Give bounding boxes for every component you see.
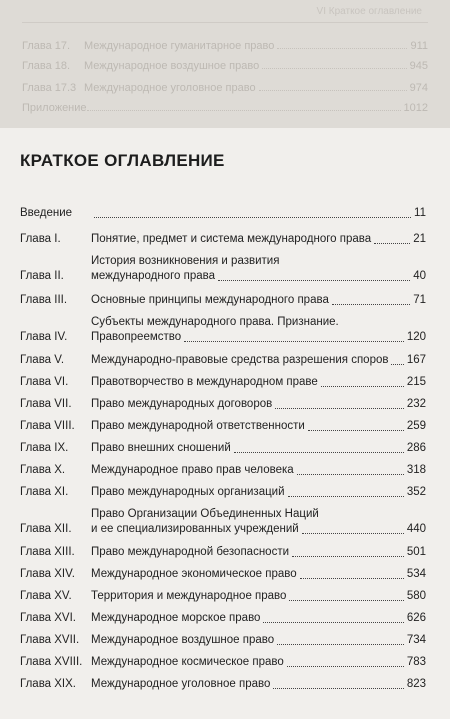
dot-leader	[289, 600, 403, 601]
toc-entry	[20, 589, 426, 604]
page-number: 734	[406, 634, 426, 646]
dot-leader	[94, 217, 411, 218]
running-header: VI Краткое оглавление	[316, 6, 422, 17]
chapter-title: Международное уголовное право	[91, 678, 271, 690]
previous-line-text: Международное воздушное право	[84, 60, 260, 72]
chapter-label: Глава XII.	[20, 523, 72, 535]
chapter-label: Глава XV.	[20, 590, 72, 602]
previous-page-line	[22, 100, 428, 114]
chapter-title: Международное космическое право	[91, 656, 284, 668]
page-number: 580	[406, 590, 426, 602]
chapter-label: Глава XI.	[20, 486, 69, 498]
dot-leader	[184, 341, 404, 342]
dot-leader	[277, 644, 404, 645]
chapter-title: Право международной безопасности	[91, 546, 290, 558]
dot-leader	[308, 430, 404, 431]
dot-leader	[391, 364, 403, 365]
previous-page-line	[22, 58, 428, 72]
chapter-title: Международное морское право	[91, 612, 261, 624]
chapter-label: Глава IV.	[20, 331, 68, 343]
page-number: 259	[406, 420, 426, 432]
dot-leader	[288, 496, 404, 497]
dot-leader	[273, 688, 403, 689]
page-number: 440	[406, 523, 426, 535]
chapter-label: Глава V.	[20, 354, 65, 366]
dot-leader	[262, 68, 406, 69]
header-rule	[22, 22, 428, 23]
page-number: 823	[406, 678, 426, 690]
chapter-title-continued: международного права	[91, 270, 215, 282]
chapter-title-continued: и ее специализированных учреждений	[91, 523, 299, 535]
previous-line-page: 911	[410, 40, 428, 52]
chapter-label: Глава II.	[20, 270, 64, 282]
chapter-title: Международное экономическое право	[91, 568, 297, 580]
table-of-contents	[20, 206, 426, 692]
chapter-title: Право международных организаций	[91, 486, 285, 498]
dot-leader	[292, 556, 404, 557]
page-number: 232	[406, 398, 426, 410]
dot-leader	[332, 304, 410, 305]
chapter-title: Понятие, предмет и система международного права	[91, 233, 372, 245]
page-number: 286	[406, 442, 426, 454]
dot-leader	[263, 622, 403, 623]
chapter-title: Право внешних сношений	[91, 442, 231, 454]
previous-line-text: Международное гуманитарное право	[84, 40, 275, 52]
toc-entry	[20, 677, 426, 692]
chapter-title-continued: Правопреемство	[91, 331, 182, 343]
dot-leader	[297, 474, 404, 475]
chapter-title: Право Организации Объединенных Наций	[91, 508, 319, 520]
dot-leader	[234, 452, 404, 453]
chapter-title: История возникновения и развития	[91, 255, 280, 267]
page-number: 71	[413, 294, 426, 306]
previous-line-text: Международное уголовное право	[84, 82, 256, 94]
chapter-label: Глава IX.	[20, 442, 69, 454]
dot-leader	[300, 578, 404, 579]
previous-page-line	[22, 38, 428, 52]
chapter-label: Глава VIII.	[20, 420, 75, 432]
chapter-label: Глава XIV.	[20, 568, 75, 580]
chapter-label: Глава XVII.	[20, 634, 80, 646]
toc-entry	[20, 232, 426, 247]
previous-line-label: Глава 17.3	[22, 82, 77, 94]
page-number: 501	[406, 546, 426, 558]
dot-leader	[321, 386, 404, 387]
page-number: 318	[406, 464, 426, 476]
toc-entry	[20, 633, 426, 648]
toc-entry	[20, 507, 426, 537]
toc-entry	[20, 463, 426, 478]
page-number: 167	[406, 354, 426, 366]
page-number: 40	[413, 270, 426, 282]
chapter-label: Глава XVI.	[20, 612, 76, 624]
chapter-title: Правотворчество в международном праве	[91, 376, 318, 388]
page-number: 120	[406, 331, 426, 343]
previous-line-label: Приложение	[22, 102, 87, 114]
chapter-title: Международное право прав человека	[91, 464, 294, 476]
chapter-title: Основные принципы международного права	[91, 294, 329, 306]
dot-leader	[302, 533, 404, 534]
previous-page-strip	[0, 0, 450, 128]
chapter-label: Глава X.	[20, 464, 66, 476]
previous-line-page: 974	[409, 82, 428, 94]
dot-leader	[277, 48, 407, 49]
previous-line-label: Глава 18.	[22, 60, 71, 72]
previous-line-label: Глава 17.	[22, 40, 71, 52]
toc-entry	[20, 375, 426, 390]
previous-line-page: 1012	[403, 102, 428, 114]
toc-entry	[20, 353, 426, 368]
toc-entry	[20, 655, 426, 670]
page-title: КРАТКОЕ ОГЛАВЛЕНИЕ	[20, 151, 225, 170]
toc-entry	[20, 315, 426, 345]
page-number: 215	[406, 376, 426, 388]
chapter-label: Глава VII.	[20, 398, 72, 410]
toc-entry	[20, 206, 426, 221]
toc-entry	[20, 545, 426, 560]
toc-entry	[20, 441, 426, 456]
page-number: 534	[406, 568, 426, 580]
toc-entry	[20, 485, 426, 500]
previous-line-page: 945	[409, 60, 428, 72]
toc-entry	[20, 397, 426, 412]
chapter-title: Международное воздушное право	[91, 634, 275, 646]
chapter-label: Глава VI.	[20, 376, 69, 388]
dot-leader	[259, 90, 407, 91]
toc-entry	[20, 254, 426, 284]
page-number: 352	[406, 486, 426, 498]
chapter-title: Право международных договоров	[91, 398, 273, 410]
page-number: 11	[414, 207, 426, 219]
page-number: 783	[406, 656, 426, 668]
chapter-title: Территория и международное право	[91, 590, 287, 602]
previous-page-line	[22, 80, 428, 94]
toc-entry	[20, 293, 426, 308]
chapter-label: Глава I.	[20, 233, 61, 245]
dot-leader	[275, 408, 404, 409]
chapter-label: Глава III.	[20, 294, 68, 306]
toc-entry	[20, 567, 426, 582]
chapter-label: Глава XVIII.	[20, 656, 83, 668]
page-number: 21	[413, 233, 426, 245]
dot-leader	[374, 243, 410, 244]
chapter-label: Глава XIII.	[20, 546, 75, 558]
page-number: 626	[406, 612, 426, 624]
dot-leader	[287, 666, 404, 667]
chapter-label: Глава XIX.	[20, 678, 76, 690]
toc-entry	[20, 611, 426, 626]
dot-leader	[218, 280, 410, 281]
toc-entry	[20, 419, 426, 434]
chapter-title: Международно-правовые средства разрешения споров	[91, 354, 389, 366]
chapter-title: Субъекты международного права. Признание.	[91, 316, 339, 328]
dot-leader	[87, 110, 401, 111]
chapter-label: Введение	[20, 207, 73, 219]
chapter-title: Право международной ответственности	[91, 420, 305, 432]
